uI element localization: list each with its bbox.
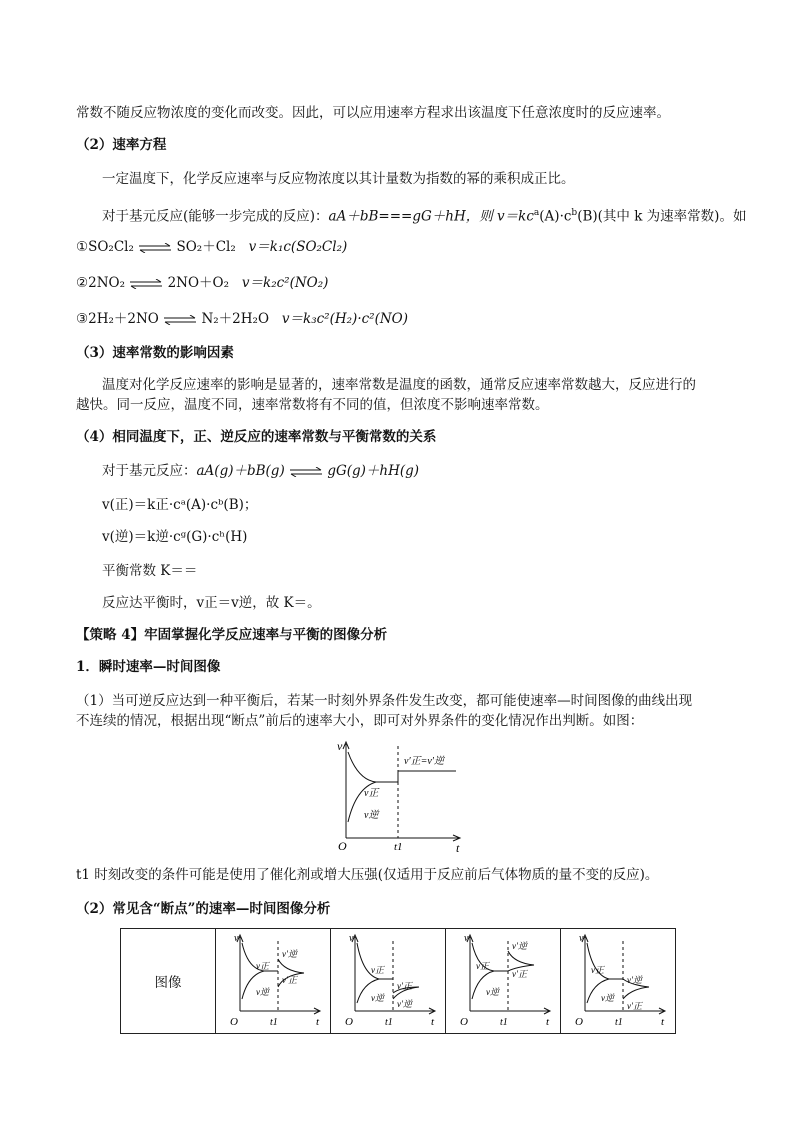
eq-rate: v＝k₃c²(H₂)·c²(NO) <box>281 311 408 327</box>
sup-a: a <box>533 208 540 218</box>
text-span: (A)·c <box>539 208 572 225</box>
axis-label-t: t <box>316 1016 320 1028</box>
eq-lhs: aA(g)＋bB(g) <box>196 463 285 479</box>
label-v-prime-zheng: v′正 <box>512 969 527 979</box>
t1-label: t1 <box>500 1017 508 1028</box>
label-v-prime-zheng: v′正 <box>627 1001 642 1011</box>
label-v-ni: v逆 <box>371 993 384 1003</box>
text-line: 越快。同一反应，温度不同，速率常数将有不同的值，但浓度不影响速率常数。 <box>76 397 549 413</box>
graph-cell-4 <box>561 929 676 1034</box>
graph-cell-3 <box>446 929 561 1034</box>
eq-rhs: N₂＋2H₂O <box>201 311 270 327</box>
text-line: 常数不随反应物浓度的变化而改变。因此，可以应用速率方程求出该温度下任意浓度时的反应速率。 <box>76 105 670 121</box>
text-line: 平衡常数 K＝＝ <box>102 563 198 579</box>
label-v-prime-zheng: v′正 <box>282 975 297 985</box>
text-line: 一定温度下，化学反应速率与反应物浓度以其计量数为指数的幂的乘积成正比。 <box>102 171 575 187</box>
label-v-zheng: v正 <box>256 961 269 971</box>
eq-lhs: ③2H₂＋2NO <box>76 311 159 327</box>
t1-label: t1 <box>385 1017 393 1028</box>
axis-label-t: t <box>431 1016 435 1028</box>
axis-label-v: v <box>349 933 354 944</box>
label-v-zheng: v正 <box>476 961 489 971</box>
text-line: （1）当可逆反应达到一种平衡后，若某一时刻外界条件发生改变，都可能使速率—时间图像的曲线出现 <box>76 693 693 709</box>
label-v-prime-ni: v′逆 <box>627 975 642 985</box>
label-v-prime-ni: v′逆 <box>282 949 297 959</box>
text-line <box>102 204 746 226</box>
graph-2 <box>331 929 445 1029</box>
text-span: 对于基元反应(能够一步完成的反应)： <box>102 208 329 225</box>
graph-cell-1 <box>216 929 331 1034</box>
eq-rate: v＝k₂c²(NO₂) <box>241 275 329 291</box>
origin-label: O <box>345 1016 353 1028</box>
section-heading: 1．瞬时速率—时间图像 <box>76 659 221 675</box>
graph-4 <box>561 929 675 1029</box>
label-v-zheng: v正 <box>371 965 384 975</box>
text-line: 反应达平衡时，v正＝v逆，故 K＝。 <box>102 595 321 611</box>
origin-label: O <box>230 1016 238 1028</box>
sup-b: b <box>571 208 578 218</box>
axis-label-t: t <box>661 1016 665 1028</box>
text-span: (B)(其中 k 为速率常数)。如 <box>577 208 747 225</box>
label-v-ni: v逆 <box>601 993 614 1003</box>
equation-2 <box>76 274 328 292</box>
equilibrium-arrow-icon <box>289 467 323 477</box>
section-heading: 【策略 4】牢固掌握化学反应速率与平衡的图像分析 <box>76 627 388 643</box>
text-line: t1 时刻改变的条件可能是使用了催化剂或增大压强(仅适用于反应前后气体物质的量不变的反应)。 <box>76 867 659 883</box>
text-line: 温度对化学反应速率的影响是显著的，速率常数是温度的函数，通常反应速率常数越大，反应进行的 <box>102 377 696 393</box>
rate-reverse: v(逆)＝k逆·cᵍ(G)·cʰ(H) <box>102 529 248 545</box>
section-heading: （2）常见含“断点”的速率—时间图像分析 <box>76 901 331 917</box>
axis-label-v: v <box>579 933 584 944</box>
eq-lhs: ②2NO₂ <box>76 275 125 291</box>
equation-3 <box>76 310 408 328</box>
forward-curve <box>348 752 398 782</box>
t1-label: t1 <box>615 1017 623 1028</box>
graph-3 <box>446 929 560 1029</box>
t1-label: t1 <box>394 841 403 853</box>
graph-table <box>120 928 676 1034</box>
text-span: 对于基元反应： <box>102 463 197 479</box>
axis-label-t: t <box>546 1016 550 1028</box>
graph-cell-2 <box>331 929 446 1034</box>
rate-time-graph <box>328 738 478 856</box>
section-heading: （3）速率常数的影响因素 <box>76 345 234 361</box>
equilibrium-arrow-icon <box>129 279 163 289</box>
row-header: 图像 <box>121 929 216 1034</box>
origin-label: O <box>460 1016 468 1028</box>
eq-rate: v＝k₁c(SO₂Cl₂) <box>248 239 348 255</box>
graph-1 <box>216 929 330 1029</box>
label-v-zheng: v正 <box>364 788 379 799</box>
label-v-ni: v逆 <box>256 987 269 997</box>
eq-rhs: 2NO＋O₂ <box>167 275 230 291</box>
text-span: aA＋bB===gG＋hH，则 v＝kc <box>328 208 534 225</box>
label-v-prime-ni: v′逆 <box>512 941 527 951</box>
label-v-prime-zheng: v′正 <box>397 981 412 991</box>
eq-rhs: gG(g)＋hH(g) <box>327 463 420 479</box>
text-line: 不连续的情况，根据出现“断点”前后的速率大小，即可对外界条件的变化情况作出判断。如图： <box>76 713 644 729</box>
equilibrium-arrow-icon <box>138 243 172 253</box>
equilibrium-arrow-icon <box>163 315 197 325</box>
section-heading: （4）相同温度下，正、逆反应的速率常数与平衡常数的关系 <box>76 429 437 445</box>
equation-4 <box>102 462 419 480</box>
eq-rhs: SO₂＋Cl₂ <box>176 239 236 255</box>
t1-label: t1 <box>270 1017 278 1028</box>
rate-forward: v(正)＝k正·cᵃ(A)·cᵇ(B)； <box>102 497 258 513</box>
label-v-ni: v逆 <box>364 810 379 821</box>
axis-label-t: t <box>456 841 460 855</box>
label-v-ni: v逆 <box>486 987 499 997</box>
axis-label-v: v <box>464 933 469 944</box>
label-v-prime-eq: v′正=v′逆 <box>404 756 444 767</box>
origin-label: O <box>338 839 347 853</box>
label-v-zheng: v正 <box>591 965 604 975</box>
origin-label: O <box>575 1016 583 1028</box>
eq-lhs: ①SO₂Cl₂ <box>76 239 134 255</box>
section-heading: （2）速率方程 <box>76 137 167 153</box>
equation-1 <box>76 238 347 256</box>
label-v-prime-ni: v′逆 <box>397 999 412 1009</box>
axis-label-v: v <box>337 739 343 753</box>
axis-label-v: v <box>234 933 239 944</box>
